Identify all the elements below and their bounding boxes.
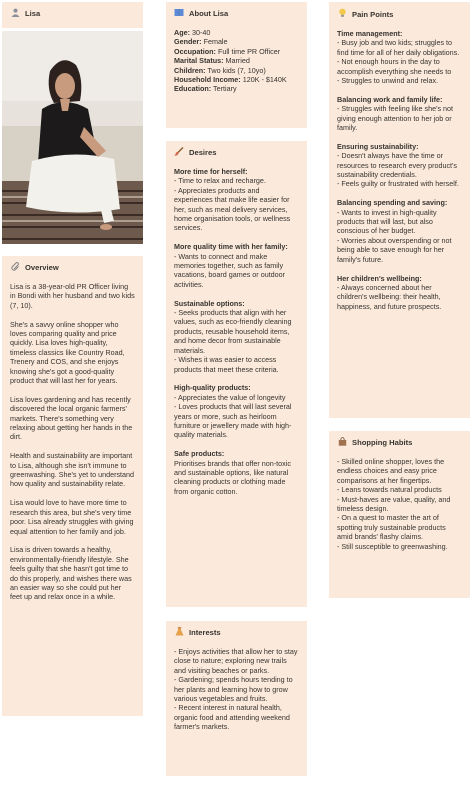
pain-section	[337, 142, 462, 189]
desire-section	[174, 299, 299, 374]
person-icon	[10, 8, 20, 20]
pain-item: - Always concerned about her children's wellbeing: their health, happiness, and future prospects.	[337, 282, 442, 311]
pain-item: - Struggles with feeling like she's not giving enough attention to her job or family.	[337, 104, 454, 133]
paint-icon	[174, 147, 184, 159]
about-row	[174, 37, 299, 46]
pain-item: - Busy job and two kids; struggles to find time for all of her daily obligations.	[337, 38, 460, 57]
overview-paragraph: Health and sustainability are important to Lisa, although she isn't immune to greenwashing. She's yet to understand how quality and sustainability relate.	[10, 451, 135, 489]
about-value: Tertiary	[213, 84, 237, 94]
pain-item: - Not enough hours in the day to accomplish everything she needs to	[337, 57, 452, 76]
pain-section	[337, 29, 462, 85]
desire-heading: High-quality products:	[174, 383, 251, 393]
pain-item: - Wants to invest in high-quality products that will last, but also conscious of her budget.	[337, 207, 437, 236]
about-row	[174, 66, 299, 75]
about-value: Female	[203, 37, 228, 47]
overview-paragraph: Lisa is a 38-year-old PR Officer living in Bondi with her husband and two kids (7, 10).	[10, 282, 135, 310]
about-label: Household Income:	[174, 75, 241, 85]
about-label: Marital Status:	[174, 56, 224, 66]
about-value: 120K - $140K	[242, 75, 287, 85]
desires-title	[174, 147, 299, 159]
about-value: 30-40	[191, 28, 211, 37]
overview-title-text: Overview	[25, 263, 59, 272]
interest-item: - Enjoys activities that allow her to stay close to nature; exploring new trails and visiting beaches or parks.	[174, 647, 298, 675]
pain-heading: Balancing spending and saving:	[337, 198, 448, 208]
desires-card	[166, 141, 307, 607]
about-title	[174, 8, 299, 20]
pain-points-title	[337, 8, 462, 21]
pain-points-card	[329, 2, 470, 418]
desire-item: - Appreciates products and experiences that make life easier for her, such as meal delivery services, home organisation tools, or wellness services.	[174, 185, 291, 233]
pain-section	[337, 198, 462, 264]
pain-item: - Feels guilty or frustrated with herself.	[337, 179, 459, 189]
flask-icon	[174, 627, 184, 639]
desire-item: - Time to relax and recharge.	[174, 176, 266, 186]
about-title-text: About Lisa	[189, 9, 229, 18]
lisa-photo	[2, 31, 143, 244]
about-row	[174, 28, 299, 37]
pain-heading: Time management:	[337, 29, 403, 38]
desire-section	[174, 242, 299, 289]
desire-item: - Wishes it was easier to access products that meet these criteria.	[174, 355, 279, 374]
pain-heading: Balancing work and family life:	[337, 94, 443, 104]
overview-paragraph: Lisa loves gardening and has recently discovered the local organic farmers' markets. There's something very relaxing about getting her hands in the dirt.	[10, 394, 133, 442]
about-card	[166, 2, 307, 128]
pain-heading: Her children's wellbeing:	[337, 273, 422, 283]
desire-heading: More time for herself:	[174, 167, 248, 176]
overview-title	[10, 262, 135, 274]
pain-item: - Worries about overspending or not being able to save enough for her family's future.	[337, 235, 452, 264]
shopping-bag-icon	[337, 437, 347, 449]
about-row	[174, 56, 299, 65]
shopping-item: - Must-haves are value, quality, and timeless design.	[337, 494, 451, 514]
desire-heading: Safe products:	[174, 449, 225, 459]
desire-heading: More quality time with her family:	[174, 242, 288, 252]
desire-item: - Appreciates the value of longevity	[174, 392, 286, 402]
desire-item: - Wants to connect and make memories together, such as family vacations, board games or outdoor activities.	[174, 251, 286, 289]
overview-paragraph: Lisa would love to have more time to research this area, but she's very time poor. Lisa already struggles with giving equal attention to her family and job.	[10, 498, 134, 536]
pain-section	[337, 95, 462, 133]
shopping-title	[337, 437, 462, 449]
lisa-title	[10, 8, 135, 20]
desires-title-text: Desires	[189, 148, 217, 157]
about-label: Children:	[174, 65, 206, 75]
shopping-item: - Still susceptible to greenwashing.	[337, 541, 448, 551]
pain-heading: Ensuring sustainability:	[337, 141, 419, 151]
overview-card	[2, 256, 143, 716]
about-value: Two kids (7, 10yo)	[207, 65, 266, 75]
about-row	[174, 47, 299, 56]
lisa-title-text: Lisa	[25, 9, 41, 18]
pain-section	[337, 274, 462, 312]
shopping-card	[329, 431, 470, 598]
shopping-item: - Skilled online shopper, loves the endless choices and easy price comparisons at her fingertips.	[337, 457, 445, 485]
paperclip-icon	[10, 262, 20, 274]
interest-item: - Recent interest in natural health, organic food and attending weekend farmer's markets.	[174, 703, 290, 732]
about-label: Occupation:	[174, 46, 216, 56]
pain-item: - Doesn't always have the time or resources to research every product's sustainability credentials.	[337, 151, 458, 180]
desire-section	[174, 449, 299, 496]
interests-title-text: Interests	[189, 628, 221, 637]
about-label: Gender:	[174, 37, 202, 47]
pain-points-title-text: Pain Points	[352, 9, 394, 19]
lisa-card	[2, 2, 143, 28]
book-icon	[174, 8, 184, 20]
interest-item: - Gardening; spends hours tending to her plants and learning how to grow various vegetables and fruits.	[174, 675, 293, 704]
about-row	[174, 75, 299, 84]
desire-item: - Seeks products that align with her values, such as eco-friendly cleaning products, reusable household items, and home decor from sustainable materials.	[174, 308, 292, 355]
about-value: Full time PR Officer	[217, 46, 281, 56]
about-row	[174, 84, 299, 93]
overview-paragraph: Lisa is driven towards a healthy, environmentally-friendly lifestyle. She feels guilty that she hasn't got time to do this properly, and wishes there was an easier way so she could put her feet up and relax once in a while.	[10, 545, 132, 602]
desire-item: - Loves products that will last several years or more, such as heirloom furniture or jewellery made with high-quality materials.	[174, 402, 292, 440]
about-label: Education:	[174, 84, 212, 94]
shopping-item: - Leans towards natural products	[337, 485, 442, 495]
about-value: Married	[225, 56, 250, 66]
shopping-item: - On a quest to master the art of spotting truly sustainable products amid brands' flashy claims.	[337, 513, 446, 542]
desire-heading: Sustainable options:	[174, 298, 245, 308]
interests-title	[174, 627, 299, 639]
desire-section	[174, 383, 299, 439]
pain-item: - Struggles to unwind and relax.	[337, 76, 439, 86]
lightbulb-icon	[337, 8, 347, 21]
interests-card	[166, 621, 307, 776]
desire-section	[174, 167, 299, 233]
overview-paragraph: She's a savvy online shopper who loves comparing quality and price quickly. Lisa loves high-quality, timeless classics like Country Road, Trenery and COS, and she enjoys knowing she's got a good-quality product that will last her for years.	[10, 319, 125, 386]
shopping-title-text: Shopping Habits	[352, 438, 413, 447]
about-label: Age:	[174, 28, 190, 37]
desire-item: Prioritises brands that offer non-toxic and sustainable options, like natural cleaning products or clothing made from organic cotton.	[174, 458, 291, 496]
